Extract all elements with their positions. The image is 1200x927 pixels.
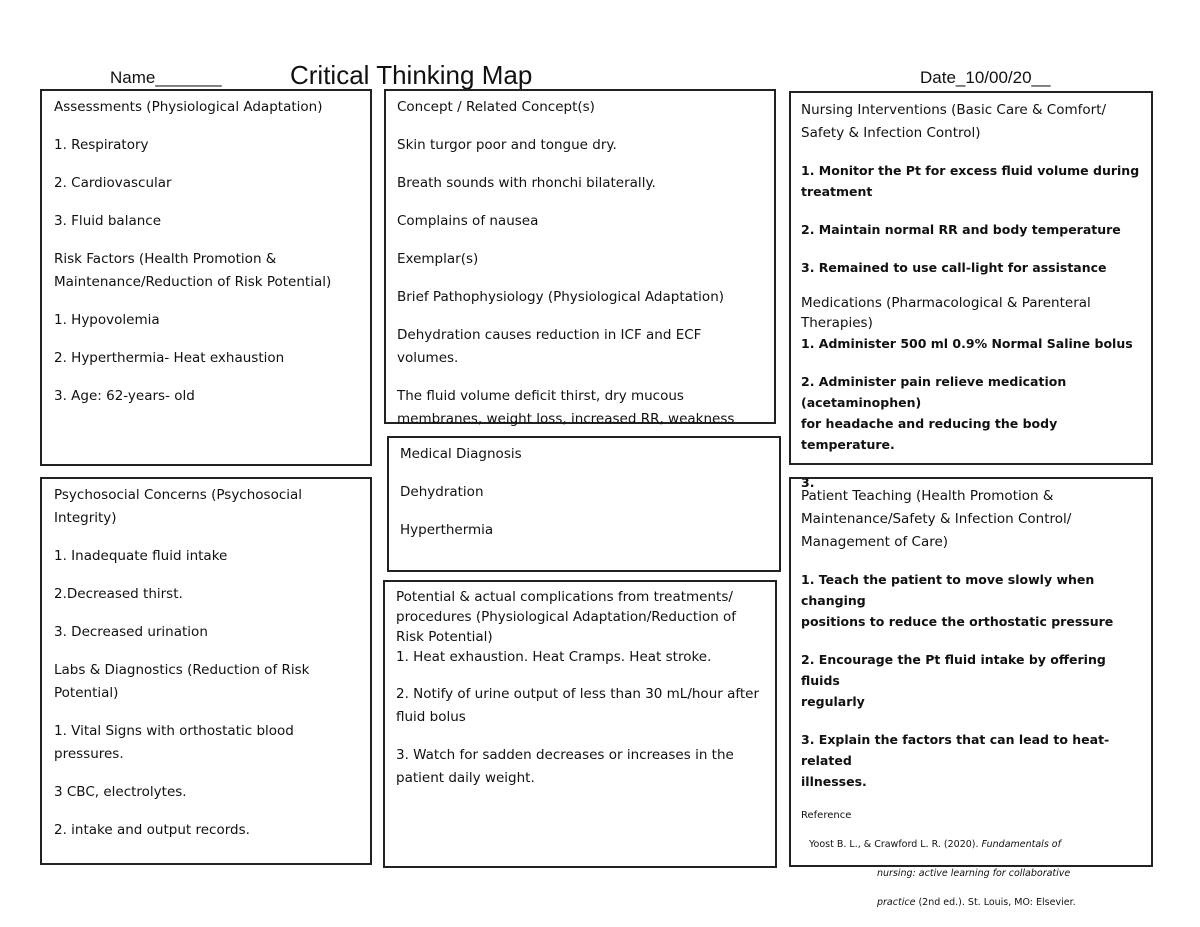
lab-item-cont: pressures.	[54, 746, 124, 762]
intervention-item-cont: treatment	[801, 184, 873, 199]
name-field-label: Name_______	[110, 68, 222, 87]
complications-heading-cont: Risk Potential)	[396, 629, 493, 645]
assessment-item: 1. Respiratory	[54, 137, 149, 153]
complication-item: 3. Watch for sadden decreases or increases in the	[396, 747, 734, 763]
medication-item: 2. Administer pain relieve medication (acetaminophen)	[801, 374, 1067, 410]
lab-item: 1. Vital Signs with orthostatic blood	[54, 723, 294, 739]
complication-item-cont: patient daily weight.	[396, 770, 535, 786]
risk-factors-heading: Risk Factors (Health Promotion &	[54, 251, 277, 267]
medication-item-cont: for headache and reducing the body temperature.	[801, 416, 1058, 452]
intervention-item: 2. Maintain normal RR and body temperature	[801, 222, 1121, 237]
teaching-item-cont: regularly	[801, 694, 865, 709]
assessment-item: 2. Cardiovascular	[54, 175, 172, 191]
reference-line: nursing: active learning for collaborative	[877, 868, 1071, 879]
psychosocial-item: 2.Decreased thirst.	[54, 586, 183, 602]
psychosocial-item: 3. Decreased urination	[54, 624, 208, 640]
page-title: Critical Thinking Map	[290, 60, 533, 90]
concept-item: Skin turgor poor and tongue dry.	[397, 137, 617, 153]
patient-teaching-box	[789, 477, 1153, 908]
risk-factor-item: 2. Hyperthermia- Heat exhaustion	[54, 350, 285, 366]
psychosocial-heading-cont: Integrity)	[54, 510, 117, 526]
reference-title-cont: practice	[877, 897, 916, 908]
interventions-heading-cont: Safety & Infection Control)	[801, 125, 981, 141]
pathophysiology-heading: Brief Pathophysiology (Physiological Adaptation)	[397, 289, 725, 305]
concept-box	[384, 89, 776, 427]
medications-heading-cont: Therapies)	[801, 315, 873, 331]
assessment-item: 3. Fluid balance	[54, 213, 162, 229]
pathophysiology-item-cont: membranes, weight loss, increased RR, weakness	[397, 411, 735, 427]
concept-item: Breath sounds with rhonchi bilaterally.	[397, 175, 656, 191]
exemplar-heading: Exemplar(s)	[397, 251, 479, 267]
reference-title: Fundamentals of	[981, 839, 1061, 850]
complications-box	[383, 580, 777, 868]
labs-heading: Labs & Diagnostics (Reduction of Risk	[54, 662, 310, 678]
risk-factors-heading-cont: Maintenance/Reduction of Risk Potential)	[54, 274, 332, 290]
medical-diagnosis-box	[387, 436, 781, 572]
complication-item: 1. Heat exhaustion. Heat Cramps. Heat stroke.	[396, 649, 712, 665]
psychosocial-heading: Psychosocial Concerns (Psychosocial	[54, 487, 303, 503]
reference-line	[801, 891, 1141, 914]
risk-factor-item: 3. Age: 62-years- old	[54, 388, 195, 404]
lab-item: 2. intake and output records.	[54, 822, 250, 838]
reference-heading: Reference	[801, 810, 852, 821]
intervention-item: 3. Remained to use call-light for assistance	[801, 260, 1107, 275]
complication-item-cont: fluid bolus	[396, 709, 466, 725]
teaching-heading-cont: Maintenance/Safety & Infection Control/	[801, 511, 1072, 527]
concept-item: Complains of nausea	[397, 213, 539, 229]
reference-line	[801, 833, 1141, 856]
reference-publisher: (2nd ed.). St. Louis, MO: Elsevier.	[918, 897, 1076, 908]
diagnosis-item: Hyperthermia	[400, 522, 494, 538]
nursing-interventions-box	[789, 91, 1153, 490]
intervention-item: 1. Monitor the Pt for excess fluid volume during	[801, 163, 1140, 178]
complications-heading-cont: procedures (Physiological Adaptation/Reduction of	[396, 609, 737, 625]
risk-factor-item: 1. Hypovolemia	[54, 312, 160, 328]
complication-item: 2. Notify of urine output of less than 30 mL/hour after	[396, 686, 760, 702]
teaching-heading: Patient Teaching (Health Promotion &	[801, 488, 1054, 504]
concept-heading: Concept / Related Concept(s)	[397, 99, 595, 115]
date-field-label: Date_10/00/20__	[920, 68, 1051, 87]
interventions-heading: Nursing Interventions (Basic Care & Comfort/	[801, 102, 1107, 118]
medication-item: 1. Administer 500 ml 0.9% Normal Saline bolus	[801, 336, 1133, 351]
labs-heading-cont: Potential)	[54, 685, 119, 701]
pathophysiology-item: Dehydration causes reduction in ICF and ECF volumes.	[397, 327, 702, 366]
teaching-item-cont: positions to reduce the orthostatic pressure	[801, 614, 1114, 629]
medication-item: 3.	[801, 475, 815, 490]
reference-authors: Yoost B. L., & Crawford L. R. (2020).	[809, 839, 979, 850]
assessments-box	[40, 89, 372, 466]
teaching-heading-cont: Management of Care)	[801, 534, 949, 550]
lab-item: 3 CBC, electrolytes.	[54, 784, 187, 800]
medications-heading: Medications (Pharmacological & Parenteral	[801, 295, 1091, 311]
diagnosis-item: Dehydration	[400, 484, 484, 500]
complications-heading: Potential & actual complications from treatments/	[396, 589, 733, 605]
teaching-item: 3. Explain the factors that can lead to heat-related	[801, 732, 1110, 768]
assessments-heading: Assessments (Physiological Adaptation)	[54, 99, 323, 115]
teaching-item-cont: illnesses.	[801, 774, 867, 789]
teaching-item: 1. Teach the patient to move slowly when changing	[801, 572, 1095, 608]
teaching-item: 2. Encourage the Pt fluid intake by offering fluids	[801, 652, 1106, 688]
diagnosis-heading: Medical Diagnosis	[400, 446, 522, 462]
psychosocial-box	[40, 477, 372, 865]
pathophysiology-item: The fluid volume deficit thirst, dry mucous	[397, 388, 684, 404]
psychosocial-item: 1. Inadequate fluid intake	[54, 548, 228, 564]
